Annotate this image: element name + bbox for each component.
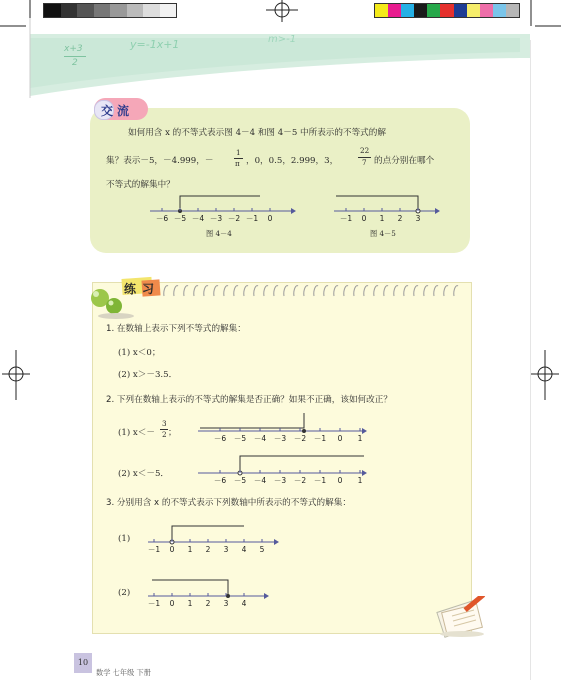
q21-tick-label: －3 [273, 434, 287, 443]
q22-tick-label: －3 [273, 476, 287, 485]
q32-tick-label: 1 [187, 599, 193, 608]
spiral-coil [354, 286, 358, 296]
q21-tick-label: 1 [357, 434, 363, 443]
spiral-coil [294, 286, 298, 296]
spiral-coil [254, 286, 258, 296]
number-line-fig-4-5 [332, 190, 442, 226]
number-line-fig-4-4 [148, 190, 298, 226]
q3-2-label: (2) [118, 588, 131, 598]
spiral-coil [304, 286, 308, 296]
spiral-coil [204, 286, 208, 296]
exchange-text-line3: 不等式的解集中？ [106, 180, 175, 190]
spiral-coil [214, 286, 218, 296]
q22-tick-label: －5 [233, 476, 247, 485]
q32-tick-label: 2 [205, 599, 211, 608]
spiral-coil [324, 286, 328, 296]
spiral-coil [444, 286, 448, 296]
q2-2-text: (2) x＜－5． [118, 469, 170, 479]
spiral-coil [454, 286, 458, 296]
fig45-tick-label: 0 [361, 214, 367, 223]
q2-1-den: 2 [162, 430, 167, 439]
q32-tick-label: 4 [241, 599, 247, 608]
spiral-coil [184, 286, 188, 296]
spiral-coil [224, 286, 228, 296]
spiral-coil [404, 286, 408, 296]
spiral-coil [264, 286, 268, 296]
number-line-q3-2 [146, 574, 282, 610]
spiral-coil [314, 286, 318, 296]
number-line-q3-1 [146, 520, 282, 556]
spiral-coil [334, 286, 338, 296]
q22-tick-label: －2 [293, 476, 307, 485]
spiral-binding [160, 282, 470, 298]
exchange-text-line2b: ，0，0.5，2.999，3， [246, 156, 339, 166]
q2-1-semicolon: ； [168, 428, 177, 438]
spiral-coil [424, 286, 428, 296]
exchange-frac1-num: 1 [236, 148, 241, 157]
q31-tick-label: 3 [223, 545, 229, 554]
book-title: 数学 七年级 下册 [96, 668, 151, 677]
spiral-coil [274, 286, 278, 296]
fig44-tick-label: －1 [245, 214, 259, 223]
page-number: 10 [74, 653, 92, 673]
spiral-coil [284, 286, 288, 296]
spiral-coil [414, 286, 418, 296]
q2-1-text: (1) x＜－ [118, 428, 155, 438]
notebook-pencil-icon [434, 596, 490, 638]
spiral-coil [174, 286, 178, 296]
spiral-coil [364, 286, 368, 296]
q31-tick-label: 2 [205, 545, 211, 554]
fig44-tick-label: －6 [155, 214, 169, 223]
spiral-coil [194, 286, 198, 296]
fig45-tick-label: 1 [379, 214, 385, 223]
number-line-q2-1 [196, 408, 372, 444]
exchange-frac2-num: 22 [360, 146, 370, 155]
q1-text: 1. 在数轴上表示下列不等式的解集： [106, 324, 246, 334]
banner-formula-4: m>-1 [268, 34, 297, 45]
fig-4-5-caption: 图 4－5 [370, 229, 396, 238]
q32-tick-label: 0 [169, 599, 175, 608]
spiral-coil [434, 286, 438, 296]
chapter-banner [0, 18, 561, 98]
q2-1-num: 3 [162, 419, 167, 428]
q22-tick-label: －1 [313, 476, 327, 485]
exchange-text-line2c: 的点分别在哪个 [374, 156, 435, 166]
q31-tick-label: 0 [169, 545, 175, 554]
q21-tick-label: －6 [213, 434, 227, 443]
banner-formula-1: x+3 [64, 44, 83, 54]
q32-tick-label: －1 [147, 599, 161, 608]
q3-text: 3. 分别用含 x 的不等式表示下列数轴中所表示的不等式的解集： [106, 498, 351, 508]
spiral-coil [234, 286, 238, 296]
q22-tick-label: －4 [253, 476, 267, 485]
q21-tick-label: －2 [293, 434, 307, 443]
q31-tick-label: 4 [241, 545, 247, 554]
spiral-coil [394, 286, 398, 296]
spiral-coil [344, 286, 348, 296]
spiral-coil [244, 286, 248, 296]
q22-tick-label: －6 [213, 476, 227, 485]
spiral-coil [384, 286, 388, 296]
q22-tick-label: 1 [357, 476, 363, 485]
banner-formula-3: y=-1x+1 [130, 38, 180, 51]
practice-badge-label: 练习 [124, 282, 161, 296]
q31-tick-label: 5 [259, 545, 265, 554]
fig44-tick-label: 0 [267, 214, 273, 223]
exchange-badge-label: 交流 [101, 104, 134, 118]
q32-tick-label: 3 [223, 599, 229, 608]
fig45-tick-label: －1 [339, 214, 353, 223]
exchange-frac1-den: π [235, 159, 240, 168]
fig45-tick-label: 2 [397, 214, 403, 223]
fig44-tick-label: －3 [209, 214, 223, 223]
q22-tick-label: 0 [337, 476, 343, 485]
q31-tick-label: －1 [147, 545, 161, 554]
fig44-tick-label: －4 [191, 214, 205, 223]
q21-tick-label: 0 [337, 434, 343, 443]
exchange-text-line2a: 集？表示－5，－4.999，－ [106, 156, 214, 166]
fig44-tick-label: －5 [173, 214, 187, 223]
q1-2-text: (2) x＞－3.5． [118, 370, 178, 380]
q3-1-label: (1) [118, 534, 131, 544]
q2-text: 2. 下列在数轴上表示的不等式的解集是否正确？如果不正确，该如何改正？ [106, 395, 392, 405]
q21-tick-label: －4 [253, 434, 267, 443]
fig45-tick-label: 3 [415, 214, 421, 223]
fig-4-4-caption: 图 4－4 [206, 229, 232, 238]
exchange-frac2-den: 7 [362, 158, 367, 167]
number-line-q2-2 [196, 450, 372, 486]
fig44-tick-label: －2 [227, 214, 241, 223]
q1-1-text: (1) x＜0； [118, 348, 161, 358]
exchange-text-line1: 如何用含 x 的不等式表示图 4－4 和图 4－5 中所表示的不等式的解 [128, 128, 386, 138]
q21-tick-label: －1 [313, 434, 327, 443]
q21-tick-label: －5 [233, 434, 247, 443]
page-edge [530, 40, 531, 680]
spiral-coil [374, 286, 378, 296]
banner-formula-2: 2 [72, 58, 78, 68]
q31-tick-label: 1 [187, 545, 193, 554]
